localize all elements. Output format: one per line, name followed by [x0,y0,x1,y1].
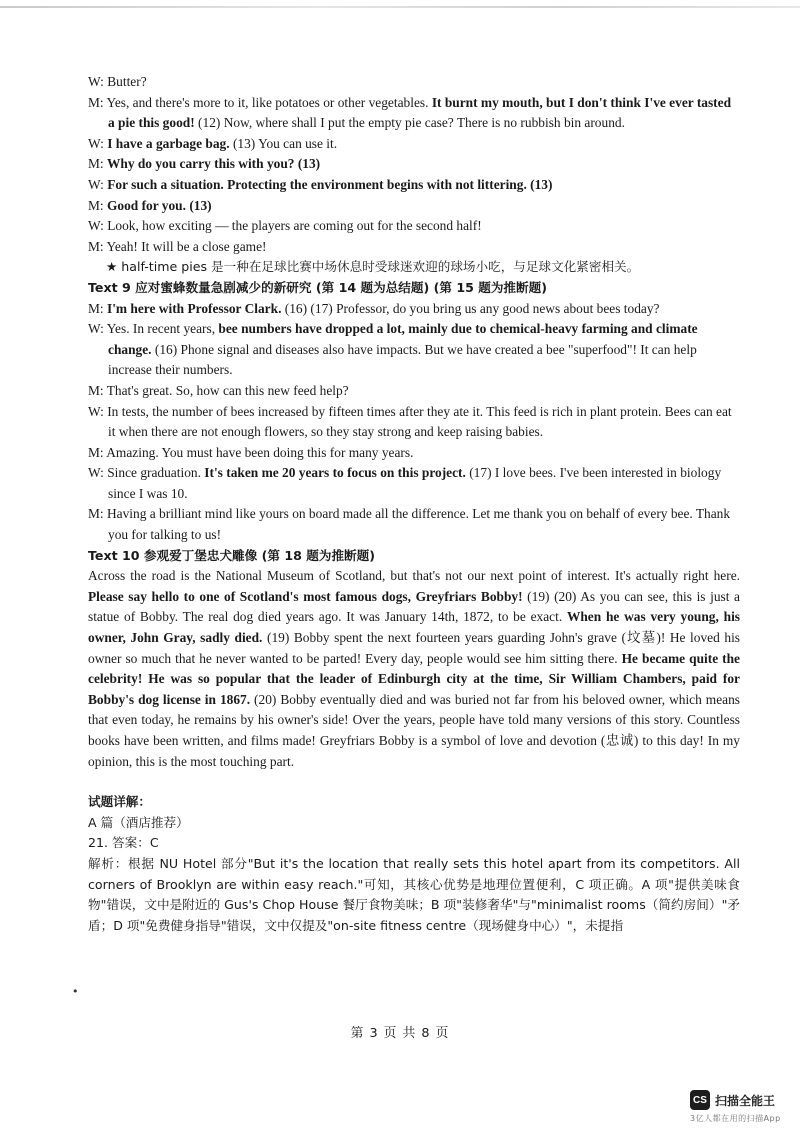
dialog-text: (16) (17) Professor, do you bring us any good news about bees today? [281,300,660,316]
speaker-label: W: [88,74,108,89]
speaker-label: M: [88,300,107,316]
passage-text: He became quite the celebrity! He was so popular that the leader of Edinburgh city at the time, Sir William Chambers, paid for Bobby's dog license in 1867. [88,650,740,707]
camscanner-logo-icon: CS [690,1090,710,1110]
camscanner-name: 扫描全能王 [715,1093,776,1108]
dialog-text: Butter? [107,74,147,89]
dialog-line [88,216,740,237]
dialog-line [88,443,740,464]
speaker-label: M: [88,444,107,460]
text10-passage [88,566,740,772]
speaker-label: W: [88,135,108,151]
dialog-text: It's taken me 20 years to focus on this project. [204,465,466,481]
dialog-text: (12) Now, where shall I put the empty pie case? There is no rubbish bin around. [194,115,625,131]
speaker-label: W: [88,176,108,192]
passage-text: (19) (20) As you can see, this is just a statue of Bobby. The real dog died years ago. It was January 14th, 1872, to be exact. [88,588,741,625]
dialog-line [88,504,740,545]
passage-text: When he was very young, his owner, John Gray, sadly died. [88,609,740,646]
dialog-text: Amazing. You must have been doing this for many years. [106,444,414,460]
dialog-text: Having a brilliant mind like yours on board made all the difference. Let me thank you on behalf of every bee. Thank you for talking to us! [106,506,731,543]
speaker-label: W: [88,403,108,419]
dialog-text: For such a situation. Protecting the environment begins with not littering. (13) [107,176,553,192]
speaker-label: M: [88,238,107,254]
passage-text: Across the road is the National Museum of Scotland, but that's not our next point of interest. It's actually right here. [88,568,740,584]
camscanner-tagline: 3亿人都在用的扫描App [690,1114,781,1123]
dialog-line [88,299,740,320]
dialog-line [88,154,740,175]
dialog-line [88,196,740,217]
dialog-text: It burnt my mouth, but I don't think I've ever tasted a pie this good! [108,94,732,131]
speaker-label: M: [88,506,107,522]
dialog-text: Yes. In recent years, [106,321,219,337]
speaker-label: M: [88,94,107,110]
dialog-line [88,381,740,402]
speaker-label: W: [88,465,108,481]
text9-heading: Text 9 应对蜜蜂数量急剧减少的新研究 (第 14 题为总结题) (第 15 题为推断题) [88,279,547,295]
dialog-text: In tests, the number of bees increased by fifteen times after they ate it. This feed is rich in plant protein. Bees can eat it when there are not enough flowers, so they stay strong and keep raising babies. [107,403,732,440]
dialog-line [88,175,740,196]
dialog-line [88,319,740,381]
speaker-label: M: [88,197,107,213]
dialog-text: That's great. So, how can this new feed help? [106,382,349,398]
dialog-text8-continued [88,72,740,257]
page-number-footer: 第 3 页 共 8 页 [350,1026,450,1041]
text10-heading: Text 10 参观爱丁堡忠犬雕像 (第 18 题为推断题) [88,547,375,563]
dialog-text: bee numbers have dropped a lot, mainly due to chemical-heavy farming and climate change. [108,321,698,357]
speaker-label: M: [88,156,107,172]
page-content [88,72,740,936]
passage-text: (20) Bobby eventually died and was buried not far from his beloved owner, which means that even today, he remains by his owner's side! Over the years, people have told many versions of this story. Countless books have been written, and films made! Greyfriars Bobby is a symbol of love and devotion (忠诚) to this day! In my opinion, this is the most touching part. [88,691,740,769]
dialog-line [88,93,740,134]
dialog-text: I have a garbage bag. [107,135,230,151]
dialog-text: Yeah! It will be a close game! [106,238,267,254]
dialog-text: (17) I love bees. I've been interested in biology since I was 10. [108,465,722,501]
scan-edge-line [0,6,800,8]
passage-text: Please say hello to one of Scotland's most famous dogs, Greyfriars Bobby! [88,588,523,604]
dialog-line [88,463,740,504]
dialog-text: (13) You can use it. [229,135,338,151]
dialog-line [88,237,740,258]
dialog-text: Why do you carry this with you? (13) [106,156,321,172]
dialog-text9 [88,299,740,546]
dialog-text: (16) Phone signal and diseases also have impacts. But we have created a bee "superfood"! It can help increase their numbers. [108,341,697,378]
dialog-text: Good for you. (13) [106,197,212,213]
dialog-line [88,72,740,93]
half-time-pies-note: ★ half-time pies 是一种在足球比赛中场休息时受球迷欢迎的球场小吃，与足球文化紧密相关。 [106,259,640,275]
margin-mark: • [72,985,79,998]
speaker-label: M: [88,382,107,398]
speaker-label: W: [88,218,108,234]
dialog-text: Look, how exciting — the players are coming out for the second half! [107,218,482,234]
dialog-line [88,134,740,155]
dialog-text: Since graduation. [107,465,205,481]
q21-answer: 21. 答案：C [88,835,159,851]
camscanner-watermark [690,1090,775,1110]
section-a-heading: A 篇（酒店推荐） [88,814,189,830]
dialog-line [88,402,740,443]
q21-analysis: 解析：根据 NU Hotel 部分"But it's the location that really sets this hotel apart from its competitors. All corners of Brooklyn are within easy reach."可知，其核心优势是地理位置便利，C 项正确。A 项"提供美味食物"错误，文中是附近的 Gus's Chop House 餐厅食物美味；B 项"装修奢华"与"minimalist rooms（简约房间）"矛盾；D 项"免费健身指导"错误，文中仅提及"on-site fitness centre（现场健身中心）"，未提指 [88,855,740,933]
passage-text: (19) Bobby spent the next fourteen years guarding John's grave (坟墓)! He loved his owner so much that he never wanted to be parted! Every day, people would see him sitting there. [88,630,741,666]
speaker-label: W: [88,321,107,337]
dialog-text: I'm here with Professor Clark. [106,300,282,316]
details-heading: 试题详解： [88,794,151,810]
dialog-text: Yes, and there's more to it, like potatoes or other vegetables. [106,94,432,110]
